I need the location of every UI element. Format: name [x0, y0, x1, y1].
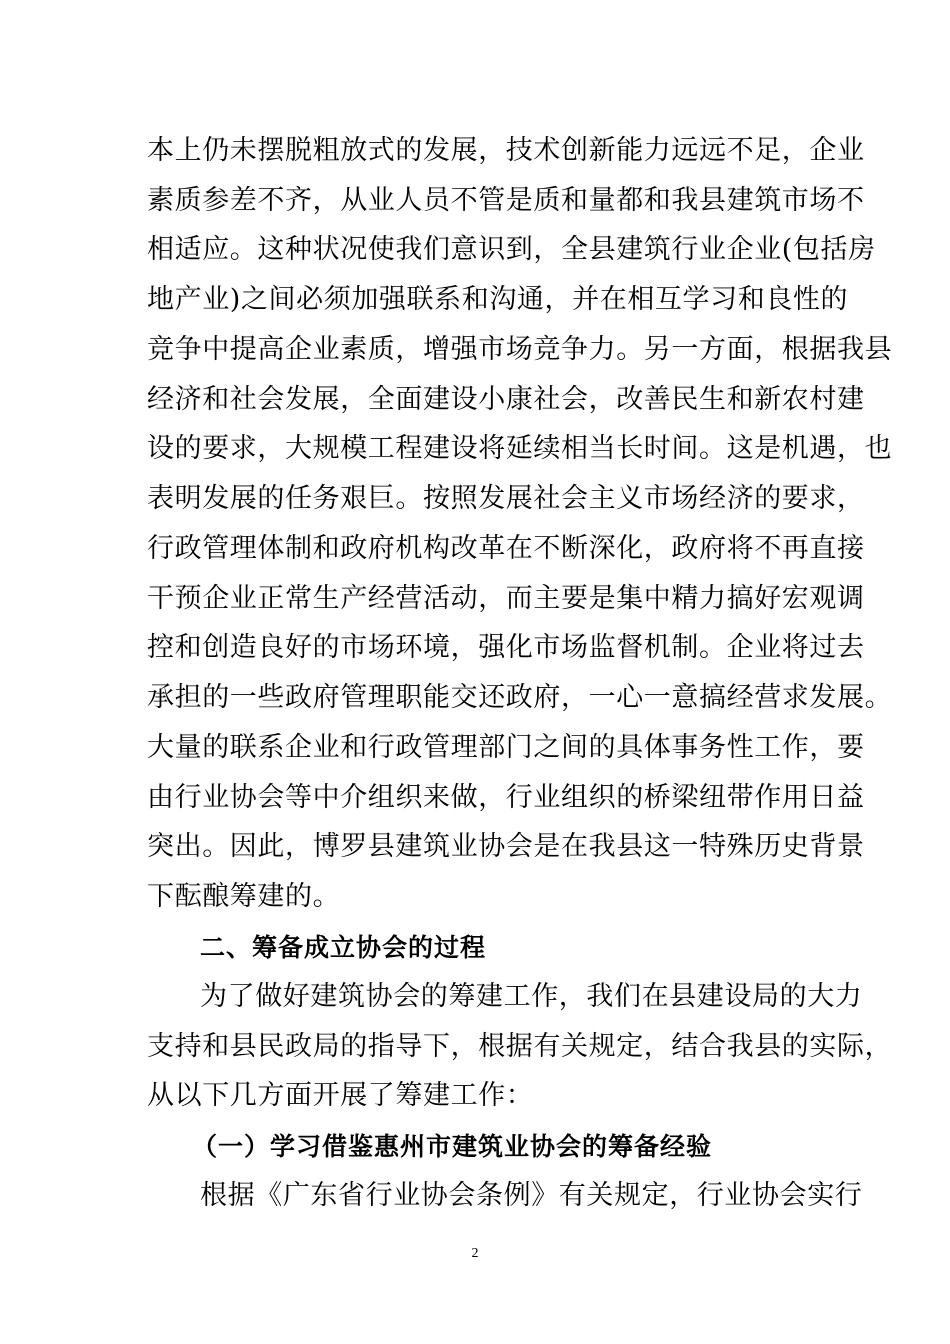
body-line: 设的要求，大规模工程建设将延续相当长时间。这是机遇，也 — [147, 433, 893, 464]
body-line: 相适应。这种状况使我们意识到，全县建筑行业企业(包括房 — [147, 234, 876, 265]
body-line: 干预企业正常生产经营活动，而主要是集中精力搞好宏观调 — [147, 583, 865, 614]
body-line: 素质参差不齐，从业人员不管是质和量都和我县建筑市场不 — [147, 185, 865, 216]
body-line: 下酝酿筹建的。 — [147, 881, 341, 912]
body-line: 表明发展的任务艰巨。按照发展社会主义市场经济的要求， — [147, 483, 865, 514]
body-line: 竞争中提高企业素质，增强市场竞争力。另一方面，根据我县 — [147, 334, 893, 365]
subsection-heading: （一）学习借鉴惠州市建筑业协会的筹备经验 — [192, 1132, 713, 1161]
body-line: 突出。因此，博罗县建筑业协会是在我县这一特殊历史背景 — [147, 831, 865, 862]
body-line: 经济和社会发展，全面建设小康社会，改善民生和新农村建 — [147, 384, 865, 415]
body-line: 行政管理体制和政府机构改革在不断深化，政府将不再直接 — [147, 533, 865, 564]
body-line: 承担的一些政府管理职能交还政府，一心一意搞经营求发展。 — [147, 682, 893, 713]
body-line: 控和创造良好的市场环境，强化市场监督机制。企业将过去 — [147, 632, 865, 663]
page-number: 2 — [471, 1246, 479, 1261]
body-line: 从以下几方面开展了筹建工作： — [147, 1080, 534, 1111]
body-line: 由行业协会等中介组织来做，行业组织的桥梁纽带作用日益 — [147, 782, 865, 813]
body-line: 地产业)之间必须加强联系和沟通，并在相互学习和良性的 — [147, 284, 849, 315]
body-line: 本上仍未摆脱粗放式的发展，技术创新能力远远不足，企业 — [147, 135, 865, 166]
body-line: 大量的联系企业和行政管理部门之间的具体事务性工作，要 — [147, 732, 865, 763]
section-heading: 二、筹备成立协会的过程 — [200, 933, 487, 962]
body-line: 根据《广东省行业协会条例》有关规定，行业协会实行 — [200, 1180, 863, 1211]
body-line: 支持和县民政局的指导下，根据有关规定，结合我县的实际， — [147, 1031, 893, 1062]
body-line: 为了做好建筑协会的筹建工作，我们在县建设局的大力 — [200, 981, 863, 1012]
